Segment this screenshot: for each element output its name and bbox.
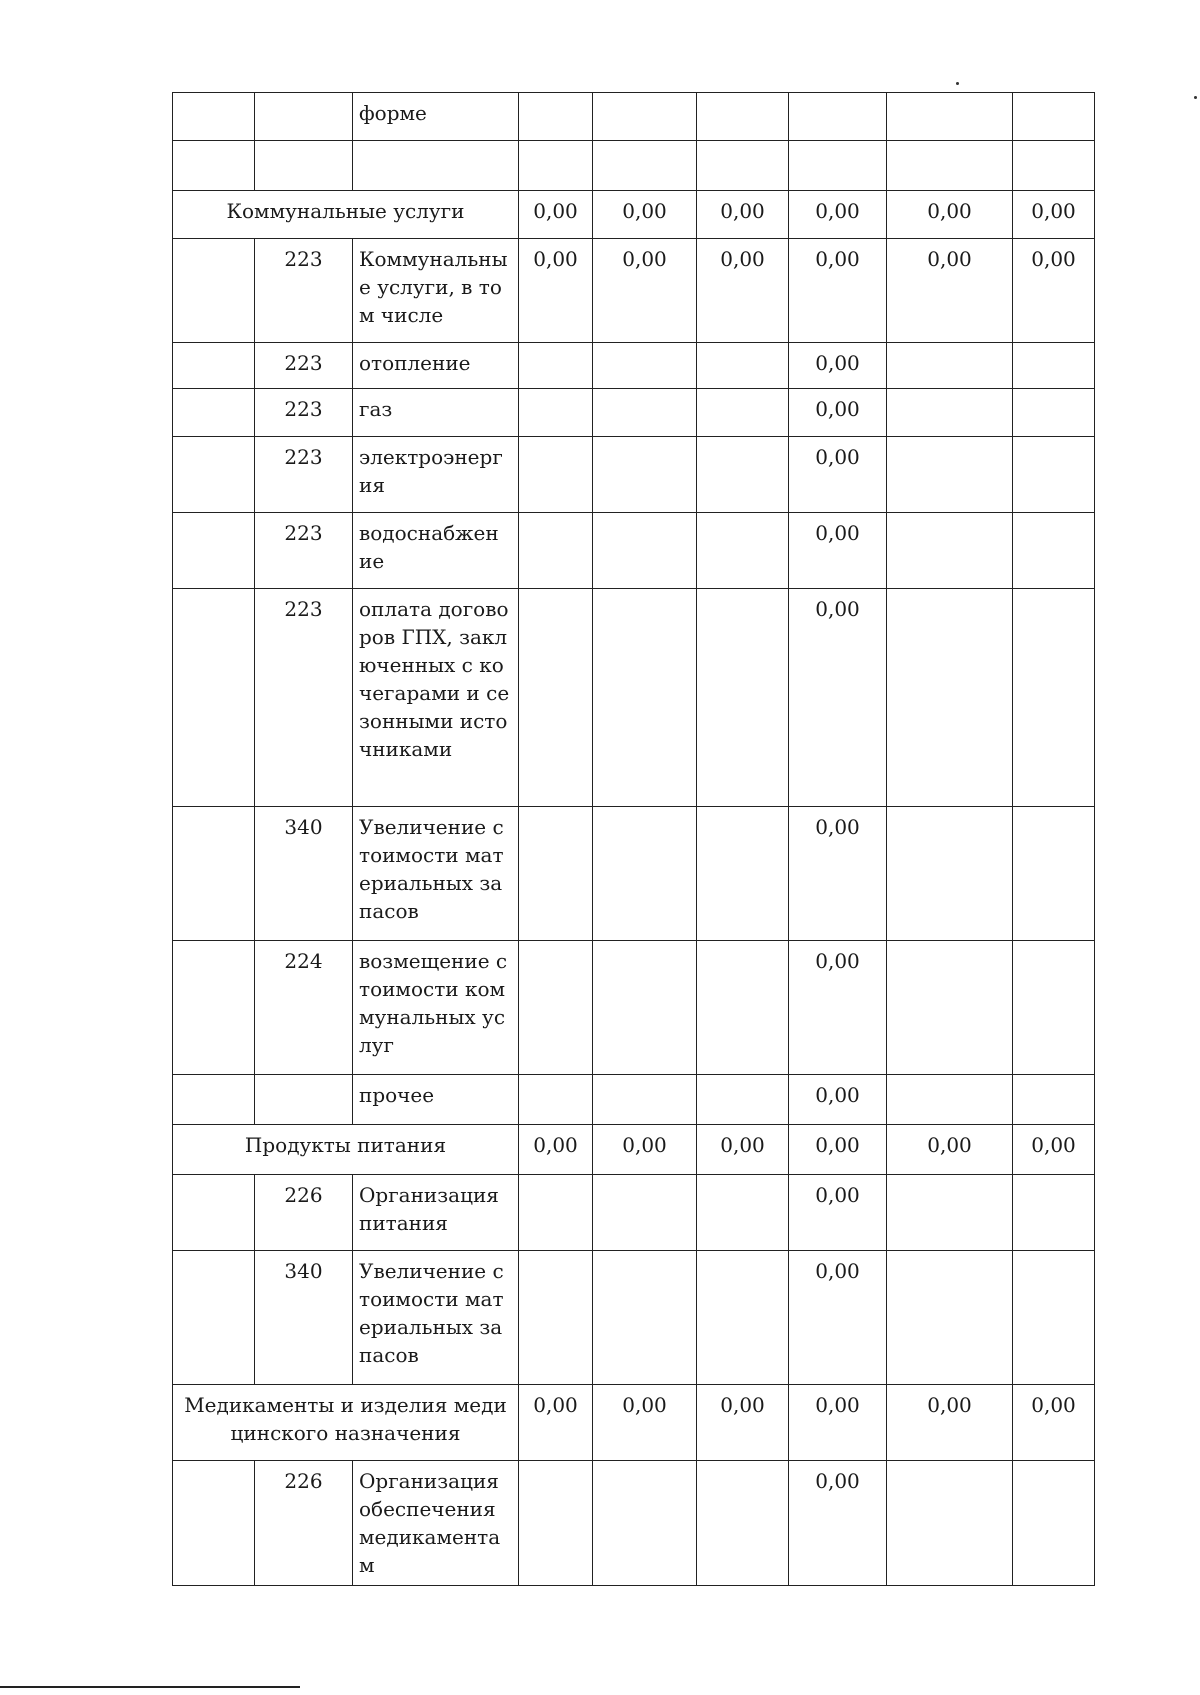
value-cell	[697, 807, 789, 941]
value-cell	[519, 1461, 593, 1586]
value-cell	[1013, 437, 1095, 513]
value-cell: 0,00	[887, 1125, 1013, 1175]
value-cell: 0,00	[789, 1251, 887, 1385]
value-cell	[593, 93, 697, 141]
table-body	[173, 93, 1095, 1586]
value-cell	[593, 437, 697, 513]
value-cell: 0,00	[789, 807, 887, 941]
value-cell	[887, 1175, 1013, 1251]
name-cell: Увеличение стоимости материальных запасов	[353, 807, 519, 941]
code-cell: 340	[255, 807, 353, 941]
group-name-cell: Коммунальные услуги	[173, 191, 519, 239]
value-cell	[519, 589, 593, 807]
value-cell	[1013, 141, 1095, 191]
code-cell: 223	[255, 239, 353, 343]
value-cell: 0,00	[789, 1075, 887, 1125]
value-cell	[1013, 807, 1095, 941]
value-cell: 0,00	[593, 191, 697, 239]
value-cell: 0,00	[789, 239, 887, 343]
blank-cell	[173, 1251, 255, 1385]
blank-cell	[173, 1075, 255, 1125]
code-cell: 223	[255, 343, 353, 389]
value-cell	[887, 93, 1013, 141]
value-cell	[1013, 1251, 1095, 1385]
code-cell: 226	[255, 1175, 353, 1251]
table-row	[173, 513, 1095, 589]
value-cell: 0,00	[519, 1385, 593, 1461]
value-cell	[697, 1075, 789, 1125]
value-cell	[887, 141, 1013, 191]
code-cell: 223	[255, 589, 353, 807]
value-cell	[887, 807, 1013, 941]
name-cell: Организация питания	[353, 1175, 519, 1251]
blank-cell	[173, 1175, 255, 1251]
name-cell: Увеличение стоимости материальных запасов	[353, 1251, 519, 1385]
group-name-cell: Продукты питания	[173, 1125, 519, 1175]
table-row	[173, 1175, 1095, 1251]
value-cell: 0,00	[1013, 191, 1095, 239]
code-cell: 224	[255, 941, 353, 1075]
value-cell	[1013, 93, 1095, 141]
value-cell	[887, 941, 1013, 1075]
value-cell	[593, 589, 697, 807]
value-cell	[697, 589, 789, 807]
value-cell	[887, 1461, 1013, 1586]
group-row	[173, 1385, 1095, 1461]
budget-table	[172, 92, 1095, 1586]
value-cell: 0,00	[887, 191, 1013, 239]
name-cell: форме	[353, 93, 519, 141]
value-cell	[887, 389, 1013, 437]
value-cell: 0,00	[789, 1461, 887, 1586]
name-cell: Организация обеспечения медикаментам	[353, 1461, 519, 1586]
name-cell: газ	[353, 389, 519, 437]
value-cell: 0,00	[789, 1125, 887, 1175]
value-cell	[593, 1175, 697, 1251]
value-cell	[789, 141, 887, 191]
value-cell: 0,00	[519, 191, 593, 239]
name-cell: прочее	[353, 1075, 519, 1125]
value-cell	[519, 343, 593, 389]
value-cell: 0,00	[593, 1125, 697, 1175]
value-cell	[887, 437, 1013, 513]
blank-cell	[173, 807, 255, 941]
value-cell: 0,00	[519, 239, 593, 343]
value-cell	[593, 389, 697, 437]
name-cell	[353, 141, 519, 191]
bottom-rule	[0, 1686, 300, 1688]
value-cell	[593, 1075, 697, 1125]
value-cell: 0,00	[789, 1385, 887, 1461]
value-cell: 0,00	[789, 389, 887, 437]
value-cell	[887, 1075, 1013, 1125]
code-cell: 226	[255, 1461, 353, 1586]
value-cell	[1013, 1075, 1095, 1125]
value-cell	[697, 343, 789, 389]
blank-cell	[173, 1461, 255, 1586]
table-row	[173, 589, 1095, 807]
value-cell	[519, 93, 593, 141]
table-row	[173, 389, 1095, 437]
value-cell	[697, 1175, 789, 1251]
code-cell: 340	[255, 1251, 353, 1385]
value-cell: 0,00	[519, 1125, 593, 1175]
value-cell: 0,00	[697, 239, 789, 343]
code-cell	[255, 93, 353, 141]
table-row	[173, 1461, 1095, 1586]
value-cell	[697, 941, 789, 1075]
value-cell: 0,00	[789, 437, 887, 513]
value-cell	[593, 141, 697, 191]
blank-cell	[173, 239, 255, 343]
group-name-cell: Медикаменты и изделия медицинского назначения	[173, 1385, 519, 1461]
table-row	[173, 1075, 1095, 1125]
value-cell	[519, 141, 593, 191]
table-row	[173, 807, 1095, 941]
value-cell: 0,00	[789, 1175, 887, 1251]
value-cell	[593, 1461, 697, 1586]
blank-cell	[173, 589, 255, 807]
value-cell	[1013, 589, 1095, 807]
blank-cell	[173, 941, 255, 1075]
blank-cell	[173, 513, 255, 589]
table-row	[173, 141, 1095, 191]
value-cell	[593, 513, 697, 589]
value-cell: 0,00	[1013, 239, 1095, 343]
value-cell	[519, 1175, 593, 1251]
value-cell	[697, 1251, 789, 1385]
value-cell	[697, 513, 789, 589]
group-row	[173, 1125, 1095, 1175]
value-cell	[1013, 1175, 1095, 1251]
value-cell: 0,00	[789, 343, 887, 389]
value-cell: 0,00	[697, 191, 789, 239]
value-cell	[697, 93, 789, 141]
table-row	[173, 437, 1095, 513]
value-cell	[519, 437, 593, 513]
blank-cell	[173, 389, 255, 437]
name-cell: электроэнергия	[353, 437, 519, 513]
blank-cell	[173, 93, 255, 141]
table-row	[173, 941, 1095, 1075]
value-cell: 0,00	[1013, 1125, 1095, 1175]
scan-speck	[1194, 96, 1197, 99]
table-row	[173, 1251, 1095, 1385]
value-cell	[887, 1251, 1013, 1385]
value-cell	[593, 343, 697, 389]
blank-cell	[173, 343, 255, 389]
value-cell	[697, 437, 789, 513]
name-cell: возмещение стоимости коммунальных услуг	[353, 941, 519, 1075]
code-cell: 223	[255, 437, 353, 513]
code-cell	[255, 1075, 353, 1125]
value-cell: 0,00	[887, 1385, 1013, 1461]
value-cell	[519, 389, 593, 437]
value-cell: 0,00	[697, 1385, 789, 1461]
code-cell: 223	[255, 389, 353, 437]
value-cell	[887, 589, 1013, 807]
value-cell	[593, 941, 697, 1075]
name-cell: отопление	[353, 343, 519, 389]
value-cell: 0,00	[1013, 1385, 1095, 1461]
name-cell: водоснабжение	[353, 513, 519, 589]
value-cell	[593, 807, 697, 941]
table-row	[173, 239, 1095, 343]
name-cell: оплата договоров ГПХ, заключенных с кочегарами и сезонными источниками	[353, 589, 519, 807]
table-row	[173, 93, 1095, 141]
value-cell: 0,00	[789, 589, 887, 807]
value-cell	[697, 389, 789, 437]
value-cell: 0,00	[789, 191, 887, 239]
value-cell: 0,00	[593, 239, 697, 343]
code-cell	[255, 141, 353, 191]
blank-cell	[173, 437, 255, 513]
value-cell	[519, 941, 593, 1075]
value-cell	[1013, 513, 1095, 589]
value-cell: 0,00	[887, 239, 1013, 343]
value-cell	[697, 1461, 789, 1586]
code-cell: 223	[255, 513, 353, 589]
value-cell	[1013, 389, 1095, 437]
value-cell	[593, 1251, 697, 1385]
blank-cell	[173, 141, 255, 191]
value-cell	[887, 513, 1013, 589]
value-cell	[1013, 941, 1095, 1075]
value-cell	[789, 93, 887, 141]
value-cell	[1013, 343, 1095, 389]
value-cell	[887, 343, 1013, 389]
value-cell: 0,00	[789, 941, 887, 1075]
value-cell	[697, 141, 789, 191]
value-cell	[519, 807, 593, 941]
table-row	[173, 343, 1095, 389]
name-cell: Коммунальные услуги, в том числе	[353, 239, 519, 343]
value-cell	[519, 1075, 593, 1125]
scan-speck	[956, 82, 959, 85]
value-cell: 0,00	[697, 1125, 789, 1175]
value-cell	[519, 513, 593, 589]
value-cell: 0,00	[593, 1385, 697, 1461]
value-cell	[519, 1251, 593, 1385]
value-cell	[1013, 1461, 1095, 1586]
group-row	[173, 191, 1095, 239]
value-cell: 0,00	[789, 513, 887, 589]
